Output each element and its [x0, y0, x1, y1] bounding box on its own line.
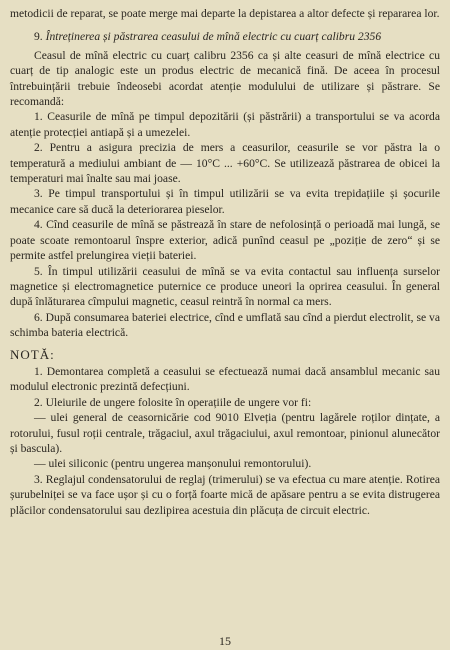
note-2-oil-silicone: — ulei siliconic (pentru ungerea manșonului remontorului). [34, 457, 312, 471]
section-title: Întreținerea și păstrarea ceasului de mînă electric cu cuarț calibru 2356 [45, 30, 382, 44]
continuation-text: metodicii de reparat, se poate merge mai departe la depistarea a altor defecte și repararea lor. [10, 7, 440, 20]
note-3: 3. Reglajul condensatorului de reglaj (trimerului) se va efectua cu mare atenție. Rotirea șurubelniței se va face ușor și cu o forță foarte mică de apăsare pentru a se evita distrugerea plăcilor condensatorului sau dezlipirea acestuia din plăcuța de circuit electric. [10, 472, 440, 517]
recommendation-4: 4. Cînd ceasurile de mînă se păstrează în stare de nefolosință o perioadă mai lungă, se poate scoate remontoarul înspre exterior, adică punînd ceasul pe „poziție de zero“ și se permite astfel prelungirea vieții bateriei. [10, 218, 440, 263]
intro-paragraph: Ceasul de mînă electric cu cuarț calibru 2356 ca și alte ceasuri de mînă electrice cu cuarț de tip analogic este un produs electric de mecanică fină. De aceea în procesul întrebuințării trebuie îndeosebi acordat atenție modulului de utilizare și păstrare. Se recomandă: [10, 48, 440, 109]
recommendation-2: 2. Pentru a asigura precizia de mers a ceasurilor, ceasurile se vor păstra la o temperatură a mediului ambiant de — 10°C ... +60°C. Se utilizează păstrarea de obicei la temperaturi mai înalte sau mai joase. [10, 141, 440, 186]
section-heading [10, 29, 440, 44]
recommendation-1: 1. Ceasurile de mînă pe timpul depozitării (și păstrării) a transportului se va acorda atenție protecției antiapă și a umezelei. [10, 110, 440, 139]
note-2: 2. Uleiurile de ungere folosite în operațiile de ungere vor fi: [34, 395, 312, 409]
section-number: 9. [34, 30, 43, 44]
note-heading: NOTĂ: [10, 346, 55, 362]
recommendation-3: 3. Pe timpul transportului și în timpul utilizării se va evita trepidațiile și șocurile mecanice care să ducă la deteriorarea pieselor. [10, 187, 440, 216]
recommendation-6: 6. După consumarea bateriei electrice, cînd e umflată sau cînd a pierdut electrolit, se va schimba bateria electrică. [10, 310, 440, 340]
recommendation-5: 5. În timpul utilizării ceasului de mînă se va evita contactul sau influența surselor magnetice și electromagnetice puternice ce produce uneori la oprirea ceasului. În general după înlăturarea cîmpului magnetic, ceasul reintră în normal ca mers. [10, 264, 440, 309]
page-number: 15 [219, 634, 231, 648]
note-1: 1. Demontarea completă a ceasului se efectuează numai dacă ansamblul mecanic sau modulul electronic prezintă defecțiuni. [10, 364, 440, 394]
note-2-oil-general: — ulei general de ceasornicărie cod 9010 Elveția (pentru lagărele roților dințate, a rotorului, fusul roții centrale, trăgaciul, axul trăgaciului, axul remontoar, pinionul alunecător și bascula). [10, 411, 440, 455]
